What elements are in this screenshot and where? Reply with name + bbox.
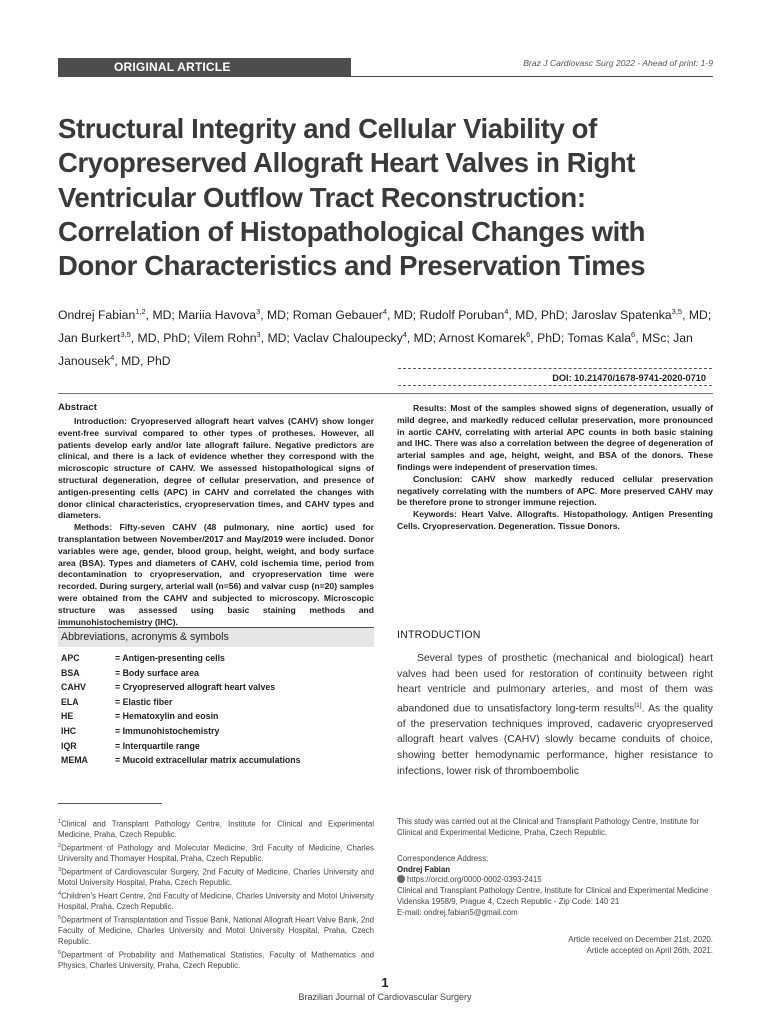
author-affiliation-marker: 4 <box>504 307 509 316</box>
abbreviation-row <box>58 739 374 754</box>
page-number: 1 <box>381 975 389 990</box>
abbreviation-value: = Hematoxylin and eosin <box>115 711 219 722</box>
abstract-heading: Abstract <box>58 402 97 413</box>
abbreviation-key: IQR <box>61 740 77 751</box>
introduction-text: Several types of prosthetic (mechanical and biological) heart valves had been used for restoration of continuity between right heart ventricle and pulmonary arteries, and most of them was abandoned due to unsatisfactory long-term results[1]. As the quality of the preservation techniques improved, cadaveric cryopreserved allograft heart valves (CAHV) slowly became conduits of choice, showing better hemodynamic performance, higher resistance to infections, lower risk of thromboembolic <box>397 653 713 777</box>
abbreviations-list <box>58 651 374 768</box>
affiliation: $^4$Children's Heart Centre, 2nd Faculty of Medicine, Charles University and Motol University Hospital, Praha, Czech Republic. <box>58 891 374 912</box>
affiliation: $^6$Department of Probability and Mathematical Statistics, Faculty of Mathematics and Physics, Charles University, Praha, Czech Republic. <box>58 949 374 971</box>
author-name: Rudolf Poruban$^4$, MD, PhD; <box>419 307 572 323</box>
abbreviation-value: = Elastic fiber <box>115 696 173 707</box>
abbreviation-value: = Cryopreserved allograft heart valves <box>115 682 276 693</box>
abbreviation-row <box>58 709 374 724</box>
author-name: Mariia Havova$^3$, MD; <box>178 307 293 323</box>
author-affiliation-marker: 1,2 <box>135 307 146 316</box>
author-affiliation-marker: 3,5 <box>120 330 131 340</box>
doi-rule <box>58 393 713 394</box>
author-name: Roman Gebauer$^4$, MD; <box>292 307 420 323</box>
abstract-results: Results: Most of the samples showed signs of degeneration, usually of mild degree, and markedly reduced cellular preservation, more pronounced in aortic CAHV, correlating with arterial APC counts in both basic staining and IHC. There was also a correlation between the degree of degeneration of arterial samples and age, height, weight, and BSA of the donors. These findings were independent of preservation times. <box>397 403 713 472</box>
doi-link[interactable]: DOI: 10.21470/1678-9741-2020-0710 <box>398 368 712 386</box>
article-title: Structural Integrity and Cellular Viability of Cryopreserved Allograft Heart Valves in Right Ventricular Outflow Tract Reconstruction: Correlation of Histopathological Changes with Donor Characteristics and Preservation Times <box>58 113 646 282</box>
author-name: Tomas Kala$^6$, MSc; <box>567 330 674 346</box>
footnote-rule <box>58 803 162 804</box>
author-affiliation-marker: 4 <box>382 307 388 316</box>
abstract-keywords: Keywords: Heart Valve. Allografts. Histopathology. Antigen Presenting Cells. Cryopreservation. Degeneration. Tissue Donors. <box>397 509 713 531</box>
author-name: Jan Janousek$^4$, MD, PhD <box>58 331 693 369</box>
journal-citation: Braz J Cardiovasc Surg 2022 - Ahead of print: 1-9 <box>523 58 713 68</box>
correspondence-address-1: Clinical and Transplant Pathology Centre, Institute for Clinical and Experimental Medicine <box>397 886 709 896</box>
author-name: Arnost Komarek$^6$, PhD; <box>438 330 568 346</box>
abbreviation-row <box>58 651 374 666</box>
affiliations <box>58 817 374 972</box>
author-name: Vaclav Chaloupecky$^4$, MD; <box>293 330 439 346</box>
author-affiliation-marker: 4 <box>402 330 407 340</box>
author-name: Jan Burkert$^{3,5}$, MD, PhD; <box>58 330 194 346</box>
reference-link[interactable]: [1] <box>634 701 642 709</box>
abbreviation-key: MEMA <box>61 755 88 766</box>
orcid-line[interactable]: https://orcid.org/0000-0002-0393-2415 <box>397 875 713 886</box>
affiliation: $^5$Department of Transplantation and Tissue Bank, National Allograft Heart Valve Bank, 2nd Faculty of Medicine, Charles University and Motol University Hospital, Praha, Czech Republic. <box>58 915 374 947</box>
affiliation: $^3$Department of Cardiovascular Surgery, 2nd Faculty of Medicine, Charles University and Motol University Hospital, Praha, Czech Republic. <box>58 867 374 888</box>
correspondence-label: Correspondence Address: <box>397 854 489 863</box>
author-affiliation-marker: 6 <box>526 330 531 340</box>
abbreviation-key: CAHV <box>61 682 86 693</box>
abbreviation-row <box>58 680 374 695</box>
abstract-left-column <box>58 416 374 628</box>
abbreviation-value: = Interquartile range <box>115 740 200 751</box>
abbreviation-row <box>58 724 374 739</box>
abbreviations-box <box>58 627 374 774</box>
abbreviation-row <box>58 695 374 710</box>
study-note: This study was carried out at the Clinical and Transplant Pathology Centre, Institute for Clinical and Experimental Medicine, Praha, Czech Republic. <box>397 817 700 837</box>
author-name: Jaroslav Spatenka$^{3,5}$, MD; <box>571 307 712 323</box>
abstract-right-column <box>397 403 713 533</box>
abbreviation-key: ELA <box>61 696 79 707</box>
correspondence-name: Ondrej Fabian <box>397 864 451 874</box>
journal-footer: Brazilian Journal of Cardiovascular Surgery <box>298 992 472 1002</box>
article-dates <box>397 935 713 956</box>
introduction-heading: INTRODUCTION <box>397 629 481 641</box>
abbreviation-key: HE <box>61 711 74 722</box>
article-type-badge: ORIGINAL ARTICLE <box>58 58 351 76</box>
abbreviations-heading: Abbreviations, acronyms & symbols <box>58 628 374 647</box>
affiliation: $^2$Department of Pathology and Molecular Medicine, 3rd Faculty of Medicine, Charles University and Thomayer Hospital, Praha, Czech Republic. <box>58 843 374 864</box>
author-affiliation-marker: 3,5 <box>671 307 683 316</box>
abbreviation-value: = Mucoid extracellular matrix accumulations <box>115 755 301 766</box>
author-name: Ondrej Fabian$^{1,2}$, MD; <box>58 307 179 323</box>
author-affiliation-marker: 3 <box>256 307 261 316</box>
abbreviation-value: = Body surface area <box>115 667 199 678</box>
author-name: Vilem Rohn$^3$, MD; <box>193 330 294 346</box>
accepted-date: Article accepted on April 26th, 2021. <box>586 945 713 955</box>
abbreviation-value: = Antigen-presenting cells <box>115 653 225 663</box>
author-list <box>58 302 718 371</box>
orcid-icon <box>397 875 405 883</box>
correspondence-address-2: Videnska 1958/9, Prague 4, Czech Republic - Zip Code: 140 21 <box>397 896 620 906</box>
correspondence <box>397 854 713 918</box>
abstract-conclusion: Conclusion: CAHV show markedly reduced cellular preservation negatively correlating with the numbers of APC. More preserved CAHV may be therefore prone to stronger immune rejection. <box>397 473 713 508</box>
affiliation: $^1$Clinical and Transplant Pathology Centre, Institute for Clinical and Experimental Medicine, Praha, Czech Republic. <box>58 819 374 840</box>
abbreviation-row <box>58 666 374 681</box>
abbreviation-key: IHC <box>61 725 77 736</box>
correspondence-email[interactable]: E-mail: ondrej.fabian5@gmail.com <box>397 907 518 917</box>
abbreviation-value: = Immunohistochemistry <box>115 725 220 736</box>
author-affiliation-marker: 6 <box>631 330 636 340</box>
received-date: Article received on December 21st, 2020. <box>568 935 713 944</box>
abstract-methods: Methods: Fifty-seven CAHV (48 pulmonary, nine aortic) used for transplantation between November/2017 and May/2019 were included. Donor variables were age, gender, blood group, height, weight, and body surface area (BSA). Types and diameters of CAHV, cold ischemia time, period from decontamination to cryopreservation, and cryopreservation time were recorded. During surgery, arterial wall (n=56) and valvar cusp (n=20) samples were obtained from the CAHV and subjected to microscopy. Microscopic structure was assessed using basic staining methods and immunohistochemistry (IHC). <box>58 522 375 627</box>
author-affiliation-marker: 3 <box>256 330 261 340</box>
abstract-introduction: Introduction: Cryopreserved allograft heart valves (CAHV) show longer event-free survival compared to other types of protheses. However, all patients develop early and/or late allograft failure. Negative predictors are clinical, and there is a lack of evidence whether they correspond with the microscopic structure of CAHV. We assessed histopathological signs of structural degeneration, degree of cellular preservation, and presence of antigen-presenting cells (APC) in CAHV and correlated the changes with donor clinical characteristics, cryopreservation times, and CAHV types and diameters. <box>58 416 374 521</box>
header-rule <box>58 76 713 77</box>
abbreviation-key: APC <box>61 653 80 663</box>
abbreviation-row <box>58 753 374 768</box>
author-affiliation-marker: 4 <box>110 353 115 363</box>
abbreviation-key: BSA <box>61 667 80 678</box>
